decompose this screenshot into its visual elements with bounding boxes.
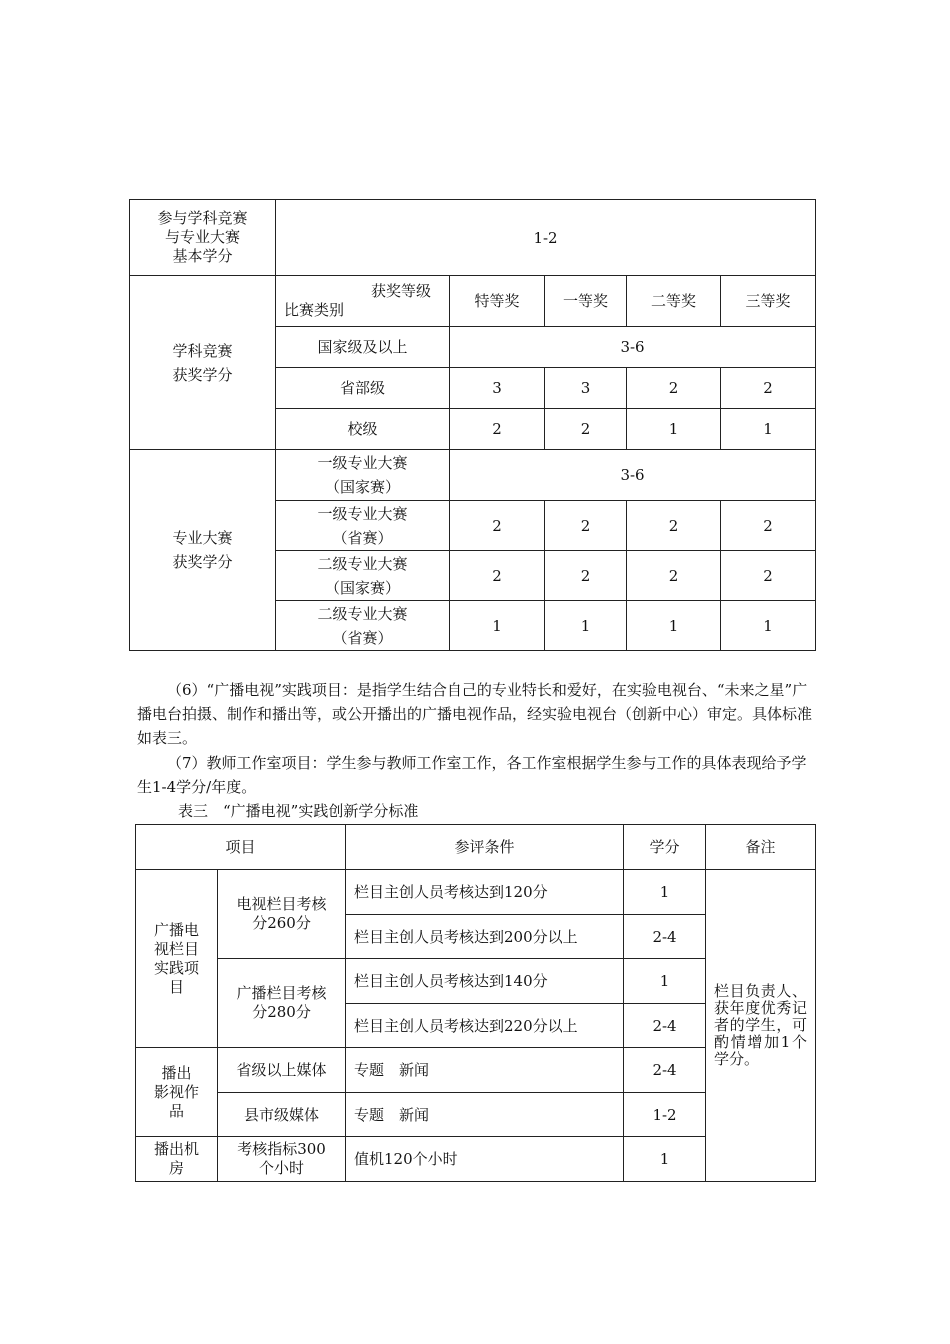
condition-cell: 栏目主创人员考核达到220分以上 (346, 1004, 624, 1048)
name-line: 一级专业大赛 (317, 504, 408, 523)
cell-value: 3 (450, 368, 545, 409)
section-label (130, 450, 276, 651)
sub-label: 县市级媒体 (218, 1093, 346, 1137)
table-row (130, 450, 816, 501)
group-label (136, 870, 218, 1048)
credit-cell: 1 (624, 959, 706, 1004)
credit-cell: 2-4 (624, 1004, 706, 1048)
row-name (276, 601, 450, 651)
credit-cell: 1 (624, 1137, 706, 1182)
name-line: （国家赛） (324, 478, 400, 496)
cell-value: 2 (627, 501, 721, 551)
label-line: 实践项 (153, 958, 199, 977)
credit-cell: 1-2 (624, 1093, 706, 1137)
label-line: 视栏目 (153, 939, 199, 958)
row-name: 校级 (276, 409, 450, 450)
cell-value: 1 (721, 601, 816, 651)
label-line: 目 (168, 977, 184, 996)
table-caption: 表三 “广播电视”实践创新学分标准 (178, 802, 419, 820)
col-header-credit: 学分 (624, 825, 706, 870)
name-line: （国家赛） (324, 578, 400, 597)
name-line: 二级专业大赛 (317, 554, 408, 573)
col-header: 三等奖 (721, 276, 816, 327)
label-line: 参与学科竞赛 (157, 209, 248, 227)
sub-label (218, 959, 346, 1048)
table-header-row (136, 825, 816, 870)
label-line: 与专业大赛 (164, 228, 240, 246)
merged-value: 3-6 (450, 327, 816, 368)
cell-value: 2 (545, 551, 627, 601)
cell-value: 2 (450, 409, 545, 450)
label-line: 电视栏目考核 (236, 895, 327, 913)
cell-value: 2 (721, 551, 816, 601)
cell-value: 1 (545, 601, 627, 651)
cell-value: 1 (627, 409, 721, 450)
col-header-note: 备注 (706, 825, 816, 870)
cell-value: 2 (545, 501, 627, 551)
label-line: 考核指标300 (237, 1140, 326, 1158)
cell-value: 1 (627, 601, 721, 651)
col-header: 特等奖 (450, 276, 545, 327)
broadcast-credit-table (135, 824, 816, 1182)
cell-value: 1 (721, 409, 816, 450)
condition-cell: 栏目主创人员考核达到120分 (346, 870, 624, 915)
note-cell: 栏目负责人、获年度优秀记者的学生，可酌情增加1个学分。 (706, 870, 816, 1182)
diag-top-label: 获奖等级 (370, 282, 431, 300)
row-name: 省部级 (276, 368, 450, 409)
diagonal-header-cell (276, 276, 450, 327)
paragraph-7: （7）教师工作室项目：学生参与教师工作室工作，各工作室根据学生参与工作的具体表现给予学生1-4学分/年度。 (137, 754, 807, 796)
label-line: 分280分 (252, 1003, 311, 1021)
label-line: 专业大赛 (172, 529, 233, 547)
cell-value: 2 (627, 551, 721, 601)
label-line: 播出 (161, 1063, 192, 1082)
name-line: （省赛） (332, 628, 393, 647)
row-name (276, 450, 450, 501)
name-line: 一级专业大赛 (317, 454, 408, 472)
col-header: 一等奖 (545, 276, 627, 327)
merged-value: 3-6 (450, 450, 816, 501)
row-name (276, 551, 450, 601)
cell-value: 2 (545, 409, 627, 450)
condition-cell: 值机120个小时 (346, 1137, 624, 1182)
name-line: 二级专业大赛 (317, 604, 408, 623)
label-line: 分260分 (252, 914, 311, 932)
label-line: 获奖学分 (172, 365, 233, 384)
paragraph-6: （6）“广播电视”实践项目：是指学生结合自己的专业特长和爱好，在实验电视台、“未来之星”广播电台拍摄、制作和播出等，或公开播出的广播电视作品，经实验电视台（创新中心）审定。具体标准如表三。 (137, 681, 813, 747)
sub-label (218, 870, 346, 959)
group-label (136, 1048, 218, 1137)
label-line: 品 (168, 1101, 184, 1120)
cell-value: 3 (545, 368, 627, 409)
sub-label (218, 1137, 346, 1182)
label-line: 获奖学分 (172, 553, 233, 571)
competition-credit-table (129, 199, 816, 651)
condition-cell: 栏目主创人员考核达到200分以上 (346, 915, 624, 959)
cell-value: 2 (721, 368, 816, 409)
section-label (130, 276, 276, 450)
label-line: 播出机 (153, 1140, 199, 1158)
basic-credit-value: 1-2 (276, 200, 816, 276)
cell-value: 2 (450, 501, 545, 551)
label-line: 基本学分 (172, 247, 233, 265)
cell-value: 2 (627, 368, 721, 409)
credit-cell: 2-4 (624, 1048, 706, 1093)
sub-label: 省级以上媒体 (218, 1048, 346, 1093)
row-name: 国家级及以上 (276, 327, 450, 368)
credit-cell: 1 (624, 870, 706, 915)
label-line: 广播栏目考核 (236, 984, 327, 1002)
col-header: 二等奖 (627, 276, 721, 327)
row-name (276, 501, 450, 551)
cell-value: 2 (721, 501, 816, 551)
group-label (136, 1137, 218, 1182)
label-line: 个小时 (259, 1159, 305, 1177)
cell-value: 1 (450, 601, 545, 651)
col-header-item: 项目 (136, 825, 346, 870)
label-line: 影视作 (153, 1082, 199, 1101)
label-line: 广播电 (153, 920, 199, 939)
label-line: 学科竞赛 (172, 341, 233, 360)
condition-cell: 栏目主创人员考核达到140分 (346, 959, 624, 1004)
credit-cell: 2-4 (624, 915, 706, 959)
diag-bottom-label: 比赛类别 (284, 301, 345, 319)
name-line: （省赛） (332, 528, 393, 547)
table-row (130, 200, 816, 276)
col-header-condition: 参评条件 (346, 825, 624, 870)
condition-cell: 专题 新闻 (346, 1093, 624, 1137)
label-line: 房 (168, 1159, 184, 1177)
table-row (136, 870, 816, 915)
condition-cell: 专题 新闻 (346, 1048, 624, 1093)
table-header-row (130, 276, 816, 327)
basic-credit-label (130, 200, 276, 276)
cell-value: 2 (450, 551, 545, 601)
